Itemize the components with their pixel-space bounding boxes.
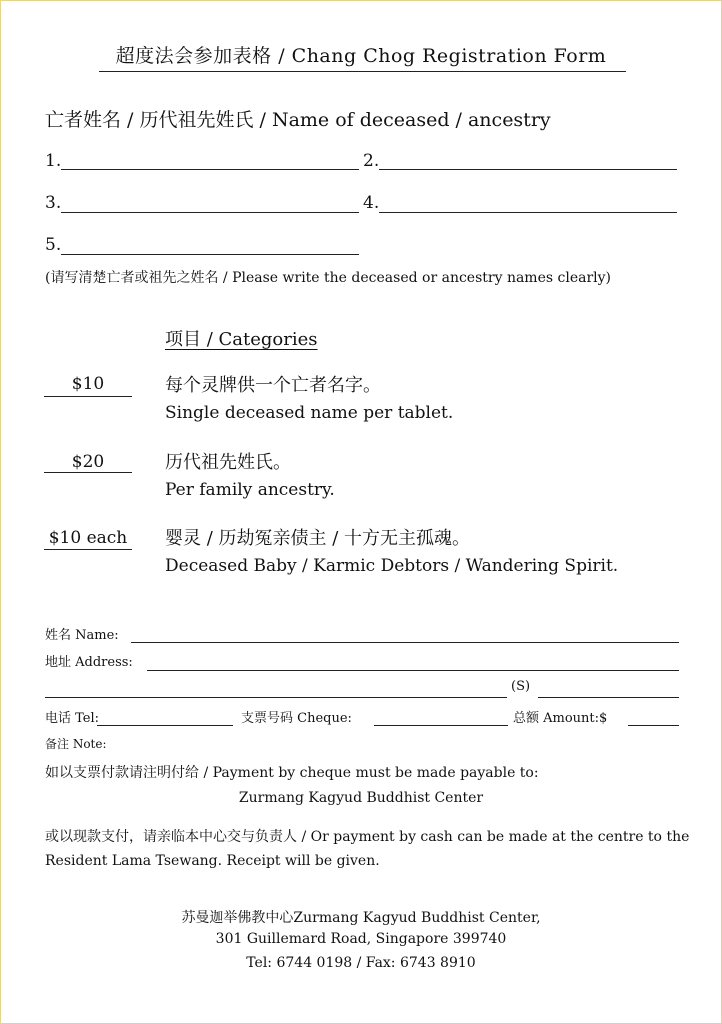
cheque-field[interactable] [374,725,508,726]
name-label: 姓名 Name: [45,628,119,643]
payee-name: Zurmang Kagyud Buddhist Center [238,790,484,806]
deceased-field-5[interactable] [61,254,359,255]
category-1-cn: 每个灵牌供一个亡者名字。 [165,375,381,396]
footer-organization: 苏曼迦举佛教中心Zurmang Kagyud Buddhist Center, [181,910,541,926]
cheque-label: 支票号码 Cheque: [241,711,352,726]
category-2-price-underline [44,472,132,473]
category-2-price: $20 [71,452,105,472]
category-2-en: Per family ancestry. [165,480,335,500]
deceased-field-5-label: 5. [45,235,62,255]
page-title: 超度法会参加表格 / Chang Chog Registration Form [115,45,607,67]
tel-label: 电话 Tel: [45,711,100,726]
footer-contact: Tel: 6744 0198 / Fax: 6743 8910 [246,955,476,971]
cash-payment-text-line-1: 或以现款支付，请亲临本中心交与负责人 / Or payment by cash can be made at the centre to the [45,829,690,845]
categories-heading: 项目 / Categories [165,329,318,350]
category-3-price: $10 each [48,528,128,548]
deceased-field-4-label: 4. [363,193,380,213]
amount-label: 总额 Amount:$ [513,711,608,726]
deceased-field-1[interactable] [61,169,359,170]
postal-code-field[interactable] [538,697,679,698]
title-underline [99,71,626,72]
deceased-heading: 亡者姓名 / 历代祖先姓氏 / Name of deceased / ancestry [45,109,551,131]
tel-field[interactable] [97,725,233,726]
deceased-field-4[interactable] [379,212,677,213]
name-field[interactable] [131,642,679,643]
deceased-field-2-label: 2. [363,151,380,171]
category-2-cn: 历代祖先姓氏。 [165,452,291,473]
category-1-price-underline [44,396,132,397]
category-3-en: Deceased Baby / Karmic Debtors / Wandering Spirit. [165,556,619,576]
category-1-en: Single deceased name per tablet. [165,403,454,423]
deceased-field-2[interactable] [379,169,677,170]
category-3-cn: 婴灵 / 历劫冤亲债主 / 十方无主孤魂。 [165,528,471,549]
cash-payment-text-line-2: Resident Lama Tsewang. Receipt will be given. [45,853,380,869]
address-field-line-1[interactable] [147,670,679,671]
deceased-field-1-label: 1. [45,151,62,171]
address-field-line-2[interactable] [45,697,507,698]
category-1-price: $10 [71,374,105,394]
footer-address: 301 Guillemard Road, Singapore 399740 [215,931,507,947]
address-label: 地址 Address: [45,655,133,670]
amount-field[interactable] [628,725,679,726]
postal-code-label: (S) [511,679,531,694]
cheque-payment-text: 如以支票付款请注明付给 / Payment by cheque must be made payable to: [45,765,539,781]
deceased-note: (请写清楚亡者或祖先之姓名 / Please write the deceased or ancestry names clearly) [45,270,611,286]
deceased-field-3-label: 3. [45,193,62,213]
note-label: 备注 Note: [45,737,107,751]
category-3-price-underline [44,549,132,550]
deceased-field-3[interactable] [61,212,359,213]
